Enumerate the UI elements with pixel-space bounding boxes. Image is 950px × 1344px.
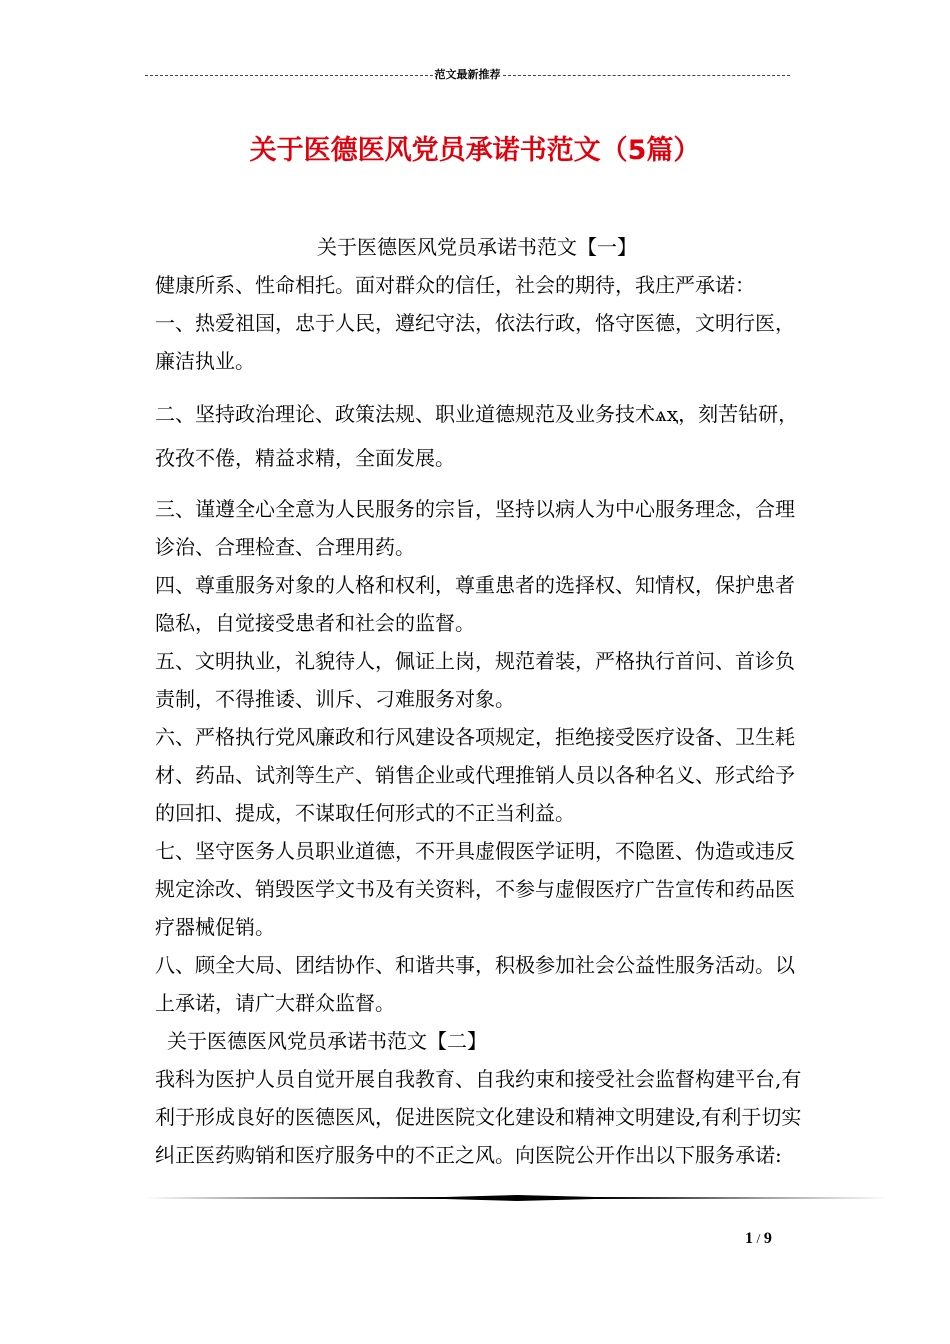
section1-paragraph: 三、谨遵全心全意为人民服务的宗旨，坚持以病人为中心服务理念，合理诊治、合理检查、合理用药。 (155, 497, 795, 559)
footer-rule (145, 1195, 890, 1201)
section1-subtitle: 关于医德医风党员承诺书范文【一】 (317, 235, 637, 259)
header-rule-left (145, 75, 433, 76)
section1-paragraph: 二、坚持政治理论、政策法规、职业道德规范及业务技术ѧҳ，刻苦钻研，孜孜不倦，精益求精，全面发展。 (155, 402, 799, 470)
section1-paragraph: 一、热爱祖国，忠于人民，遵纪守法，依法行政，恪守医德，文明行医，廉洁执业。 (155, 311, 795, 373)
section2-subtitle: 关于医德医风党员承诺书范文【二】 (167, 1029, 487, 1053)
section1-paragraph: 八、顾全大局、团结协作、和谐共事，积极参加社会公益性服务活动。以上承诺，请广大群众监督。 (155, 953, 795, 1015)
current-page: 1 (745, 1230, 753, 1247)
section1-paragraph: 四、尊重服务对象的人格和权利，尊重患者的选择权、知情权，保护患者隐私，自觉接受患者和社会的监督。 (155, 573, 795, 635)
section1-paragraph: 五、文明执业，礼貌待人，佩证上岗，规范着装，严格执行首问、首诊负责制，不得推诿、训斥、刁难服务对象。 (155, 649, 795, 711)
section1-paragraph: 健康所系、性命相托。面对群众的信任，社会的期待，我庄严承诺： (155, 273, 755, 297)
section1-paragraph: 六、严格执行党风廉政和行风建设各项规定，拒绝接受医疗设备、卫生耗材、药品、试剂等生产、销售企业或代理推销人员以各种名义、形式给予的回扣、提成，不谋取任何形式的不正当利益。 (155, 725, 795, 825)
document-title: 关于医德医风党员承诺书范文（5篇） (249, 135, 701, 166)
section1-paragraph: 七、坚守医务人员职业道德，不开具虚假医学证明，不隐匿、伪造或违反规定涂改、销毁医学文书及有关资料，不参与虚假医疗广告宣传和药品医疗器械促销。 (155, 839, 795, 939)
page-number: 1 / 9 (745, 1230, 772, 1247)
header-rule-right (503, 75, 791, 76)
section2-paragraph: 我科为医护人员自觉开展自我教育、自我约束和接受社会监督构建平台,有利于形成良好的医德医风，促进医院文化建设和精神文明建设,有利于切实纠正医药购销和医疗服务中的不正之风。向医院公开作出以下服务承诺: (155, 1067, 802, 1167)
document-body (145, 228, 809, 1174)
page-header (145, 66, 790, 82)
total-pages: 9 (763, 1230, 772, 1247)
header-label: 范文最新推荐 (434, 68, 501, 81)
